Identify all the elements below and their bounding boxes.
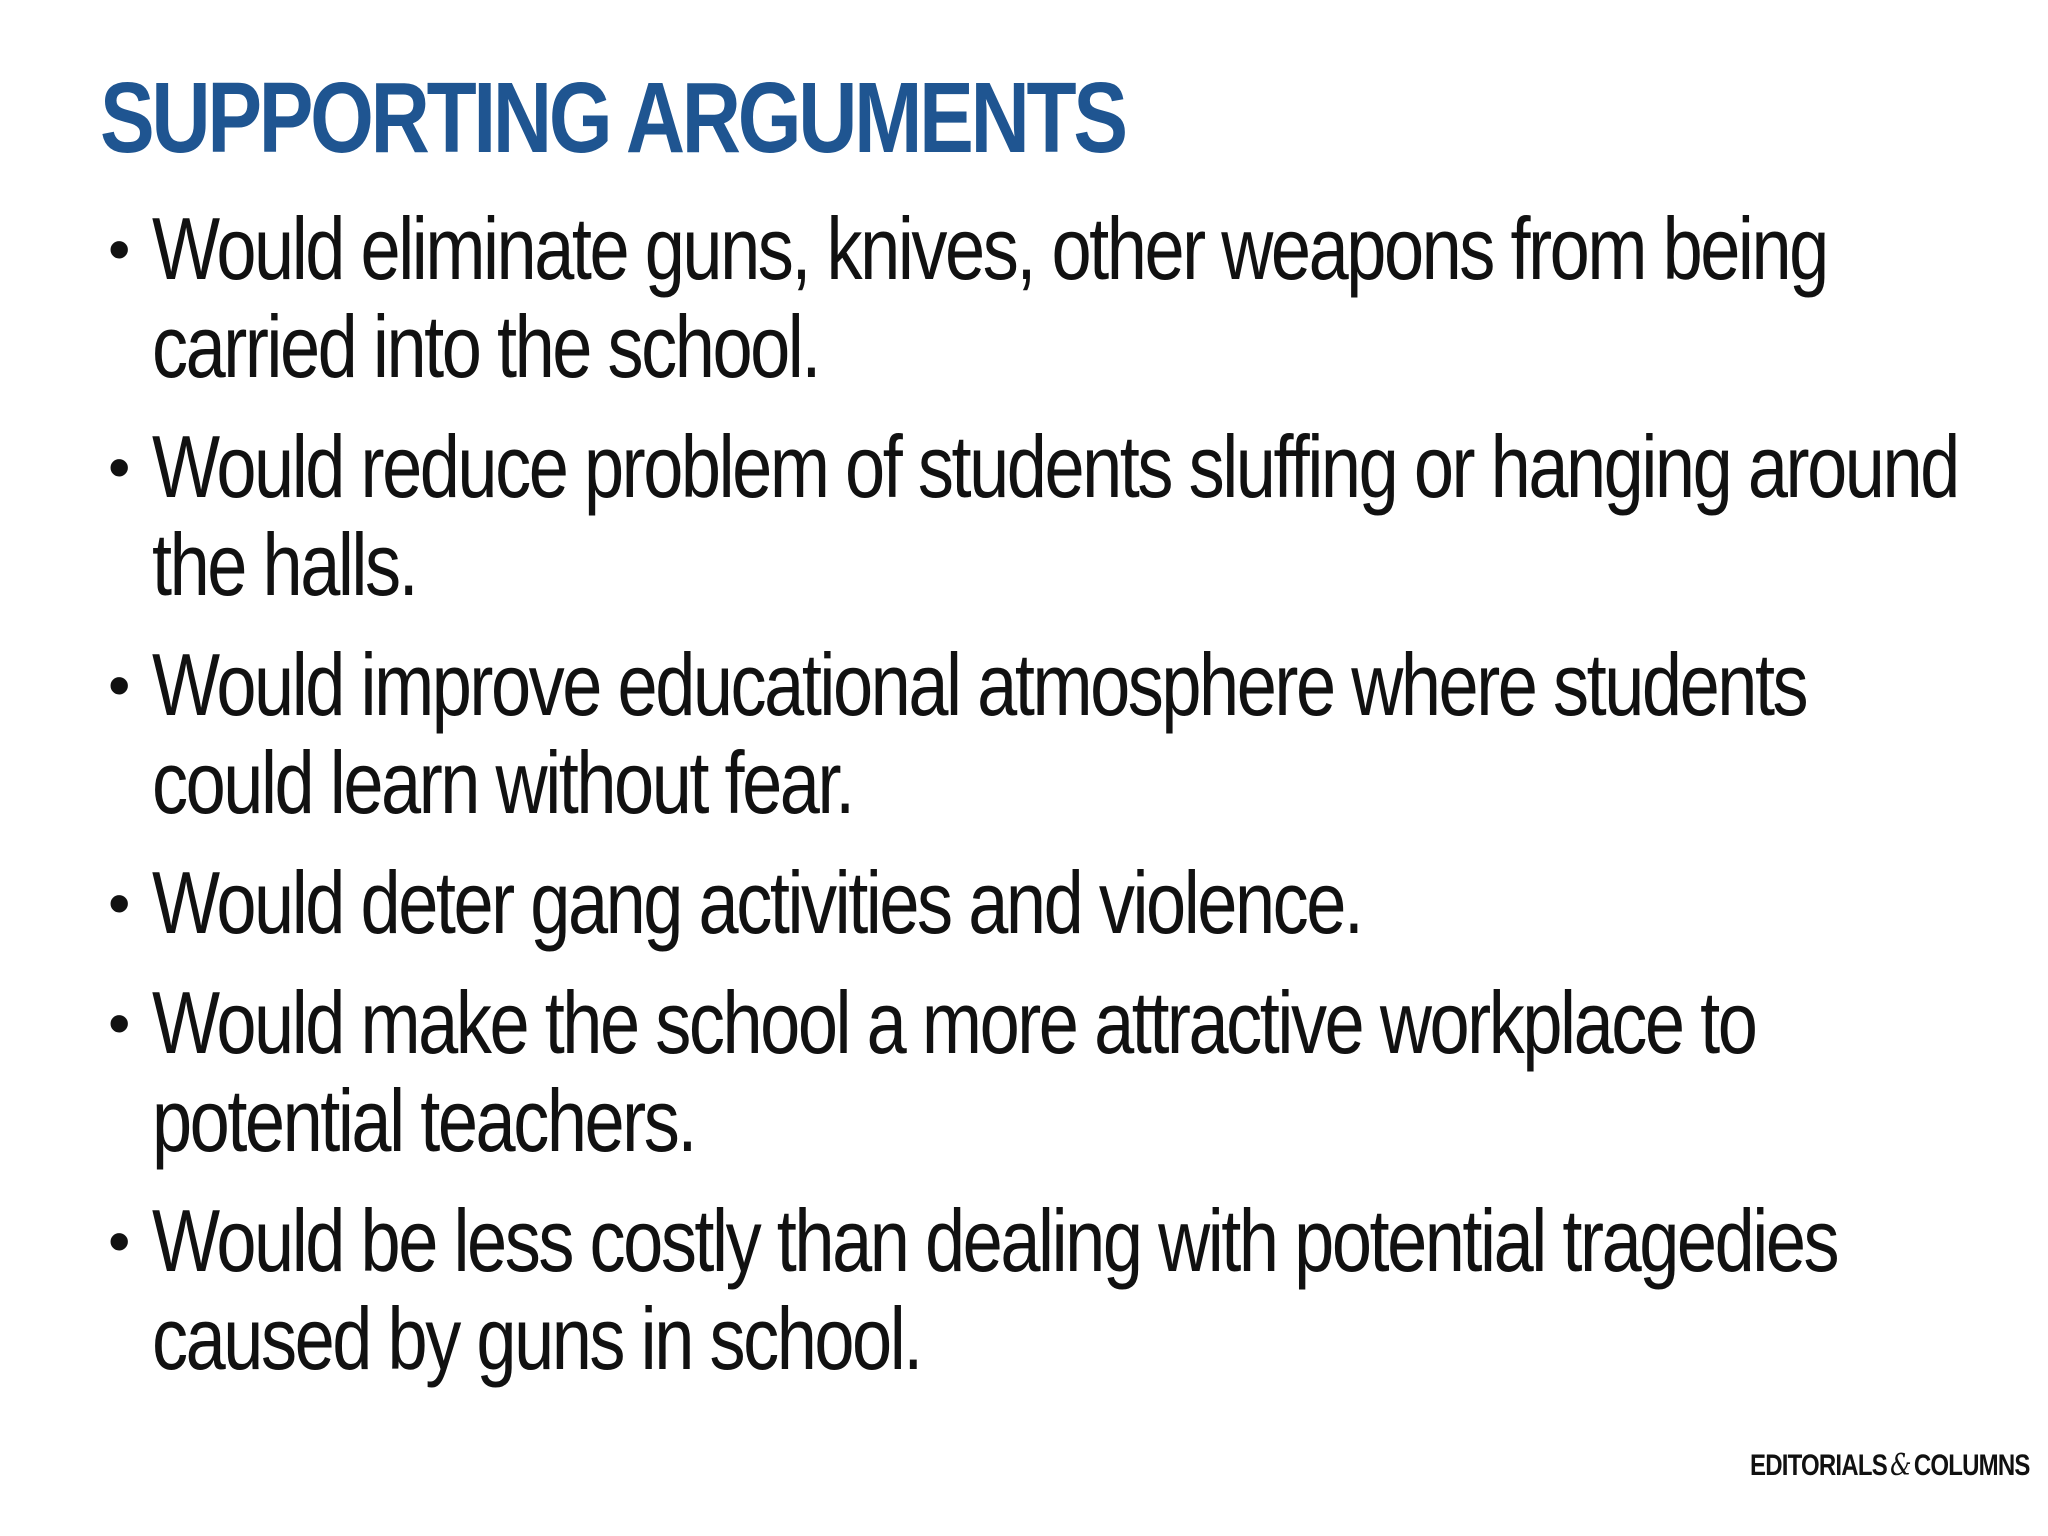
list-item-line: Would improve educational atmosphere where students	[152, 635, 1807, 734]
list-item-text	[152, 1192, 1837, 1388]
bullet-icon: •	[108, 431, 128, 503]
list-item	[104, 854, 1984, 952]
list-item-line: Would be less costly than dealing with potential tragedies	[152, 1191, 1838, 1290]
list-item-text	[152, 974, 1755, 1170]
bullet-icon: •	[108, 867, 128, 939]
list-item	[104, 974, 1984, 1170]
bullet-icon: •	[108, 1205, 128, 1277]
list-item-line: potential teachers.	[152, 1071, 695, 1170]
list-item-text	[152, 636, 1806, 832]
list-item	[104, 1192, 1984, 1388]
list-item-line: Would eliminate guns, knives, other weapons from being	[152, 199, 1827, 298]
bullet-icon: •	[108, 649, 128, 721]
list-item-line: could learn without fear.	[152, 733, 853, 832]
list-item-text	[152, 854, 1362, 952]
page-title: SUPPORTING ARGUMENTS	[100, 62, 1125, 174]
list-item-line: Would reduce problem of students sluffing or hanging around	[152, 417, 1958, 516]
bullet-icon: •	[108, 213, 128, 285]
list-item-line: caused by guns in school.	[152, 1289, 921, 1388]
list-item	[104, 418, 1984, 614]
bullet-icon: •	[108, 987, 128, 1059]
argument-list	[104, 200, 1984, 1410]
brand-footer-part1: EDITORIALS	[1750, 1449, 1887, 1482]
brand-footer-ampersand: &	[1890, 1448, 1911, 1483]
list-item-text	[152, 200, 1827, 396]
list-item-text	[152, 418, 1958, 614]
brand-footer	[1750, 1448, 2030, 1483]
list-item-line: Would deter gang activities and violence.	[152, 853, 1362, 952]
list-item	[104, 636, 1984, 832]
list-item-line: Would make the school a more attractive workplace to	[152, 973, 1756, 1072]
brand-footer-part2: COLUMNS	[1913, 1449, 2030, 1482]
list-item-line: carried into the school.	[152, 297, 819, 396]
list-item	[104, 200, 1984, 396]
list-item-line: the halls.	[152, 515, 417, 614]
